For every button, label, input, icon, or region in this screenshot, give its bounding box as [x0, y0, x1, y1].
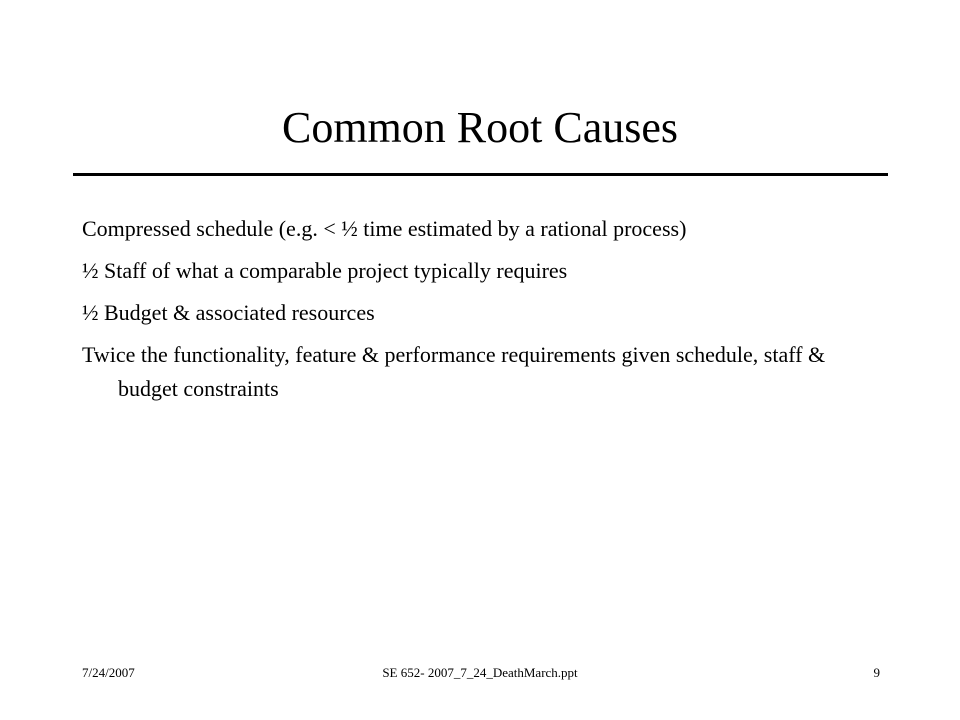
- bullet-item: Compressed schedule (e.g. < ½ time estimated by a rational process): [82, 216, 687, 241]
- bullet-item: ½ Budget & associated resources: [82, 300, 375, 325]
- title-divider: [73, 173, 888, 176]
- bullet-item: ½ Staff of what a comparable project typically requires: [82, 258, 568, 283]
- bullet-item: Twice the functionality, feature & performance requirements given schedule, staff & budget constraints: [82, 342, 826, 401]
- footer-filename: SE 652- 2007_7_24_DeathMarch.ppt: [382, 665, 578, 680]
- bullet-list: [82, 212, 872, 414]
- footer-date: 7/24/2007: [82, 665, 135, 680]
- slide-title: Common Root Causes: [281, 103, 679, 152]
- footer-page-number: 9: [873, 665, 880, 680]
